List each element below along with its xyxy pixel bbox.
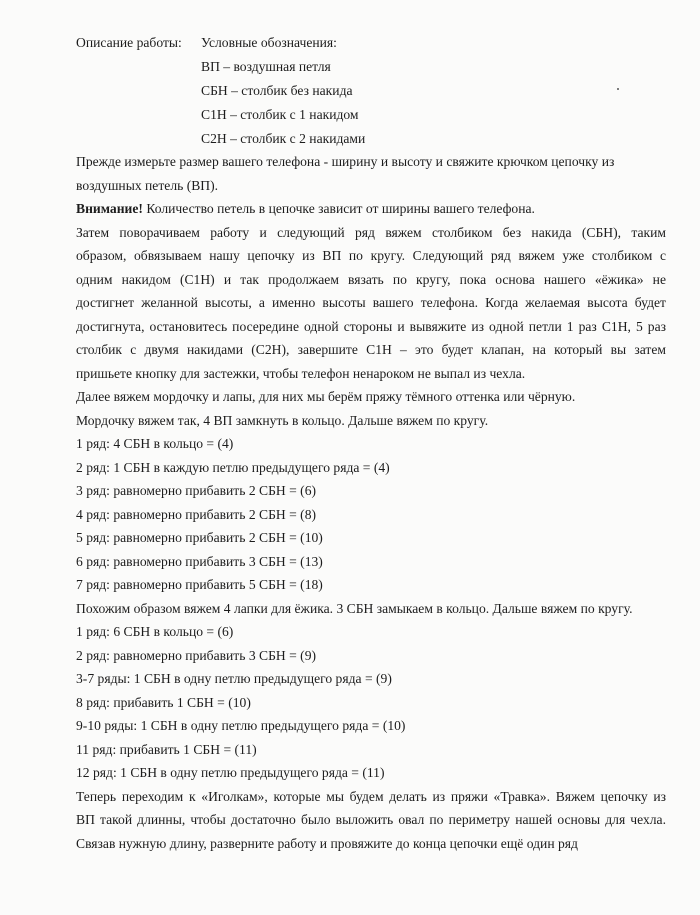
paw-row: 9-10 ряды: 1 СБН в одну петлю предыдущего ряда = (10) (76, 718, 406, 733)
intro-line: воздушных петель (ВП). (76, 177, 219, 193)
document-body (76, 150, 666, 855)
paragraph-line: столбик с двумя накидами (С2Н), завершите С1Н – это будет клапан, на который вы затем (76, 342, 666, 357)
legend-item: С2Н – столбик с 2 накидами (201, 131, 366, 146)
paragraph-line: Теперь переходим к «Иголкам», которые мы будем делать из пряжи «Травка». Вяжем цепочку из (76, 788, 666, 804)
paragraph-line: Похожим образом вяжем 4 лапки для ёжика. 3 СБН замыкаем в кольцо. Дальше вяжем по кругу. (76, 600, 633, 616)
paw-row: 8 ряд: прибавить 1 СБН = (10) (76, 694, 251, 710)
paragraph-line: Далее вяжем мордочку и лапы, для них мы берём пряжу тёмного оттенка или чёрную. (76, 389, 576, 404)
legend-item: ВП – воздушная петля (201, 59, 331, 74)
attention-text: Количество петель в цепочке зависит от ширины вашего телефона. (142, 201, 535, 216)
paw-row: 2 ряд: равномерно прибавить 3 СБН = (9) (76, 647, 317, 663)
scan-speck (617, 88, 619, 90)
paw-row: 11 ряд: прибавить 1 СБН = (11) (76, 741, 257, 757)
attention-label: Внимание! (76, 201, 143, 216)
paragraph-line: Затем поворачиваем работу и следующий ряд вяжем столбиком без накида (СБН), таким (76, 224, 666, 240)
paragraph-line: пришьете кнопку для застежки, чтобы телефон ненароком не выпал из чехла. (76, 365, 526, 381)
description-label: Описание работы: (76, 35, 182, 50)
attention-line (76, 197, 666, 221)
legend-item: СБН – столбик без накида (201, 83, 353, 98)
face-row: 7 ряд: равномерно прибавить 5 СБН = (18) (76, 577, 323, 592)
face-row: 1 ряд: 4 СБН в кольцо = (4) (76, 436, 234, 451)
face-row: 6 ряд: равномерно прибавить 3 СБН = (13) (76, 553, 323, 569)
legend (76, 31, 365, 151)
paragraph-line: ВП такой длинны, чтобы достаточно было выложить овал по периметру нашей основы для чехла. (76, 812, 666, 827)
legend-item: С1Н – столбик с 1 накидом (201, 107, 359, 122)
face-row: 4 ряд: равномерно прибавить 2 СБН = (8) (76, 506, 317, 522)
intro-line: Прежде измерьте размер вашего телефона - ширину и высоту и свяжите крючком цепочку из (76, 154, 615, 169)
paw-row: 3-7 ряды: 1 СБН в одну петлю предыдущего ряда = (9) (76, 671, 392, 686)
paragraph-line: достигнута, остановитесь посередине одной стороны и вывяжите из одной петли 1 раз С1Н, 5 раз (76, 318, 666, 334)
paragraph-line: Связав нужную длину, разверните работу и провяжите до конца цепочки ещё один ряд (76, 835, 578, 851)
face-row: 2 ряд: 1 СБН в каждую петлю предыдущего ряда = (4) (76, 459, 390, 475)
face-row: 5 ряд: равномерно прибавить 2 СБН = (10) (76, 530, 323, 545)
paragraph-line: образом, обвязываем нашу цепочку из ВП по кругу. Следующий ряд вяжем уже столбиком с (76, 248, 666, 263)
paw-row: 1 ряд: 6 СБН в кольцо = (6) (76, 624, 234, 639)
paragraph-line: Мордочку вяжем так, 4 ВП замкнуть в кольцо. Дальше вяжем по кругу. (76, 412, 489, 428)
paragraph-line: одним накидом (С1Н) и так продолжаем вязать по кругу, пока основа нашего «ёжика» не (76, 271, 666, 287)
legend-title: Условные обозначения: (201, 35, 337, 50)
paragraph-line: достигнет желанной высоты, а именно высоты вашего телефона. Когда желаемая высота будет (76, 295, 666, 310)
face-row: 3 ряд: равномерно прибавить 2 СБН = (6) (76, 483, 317, 498)
paw-row: 12 ряд: 1 СБН в одну петлю предыдущего ряда = (11) (76, 765, 385, 780)
